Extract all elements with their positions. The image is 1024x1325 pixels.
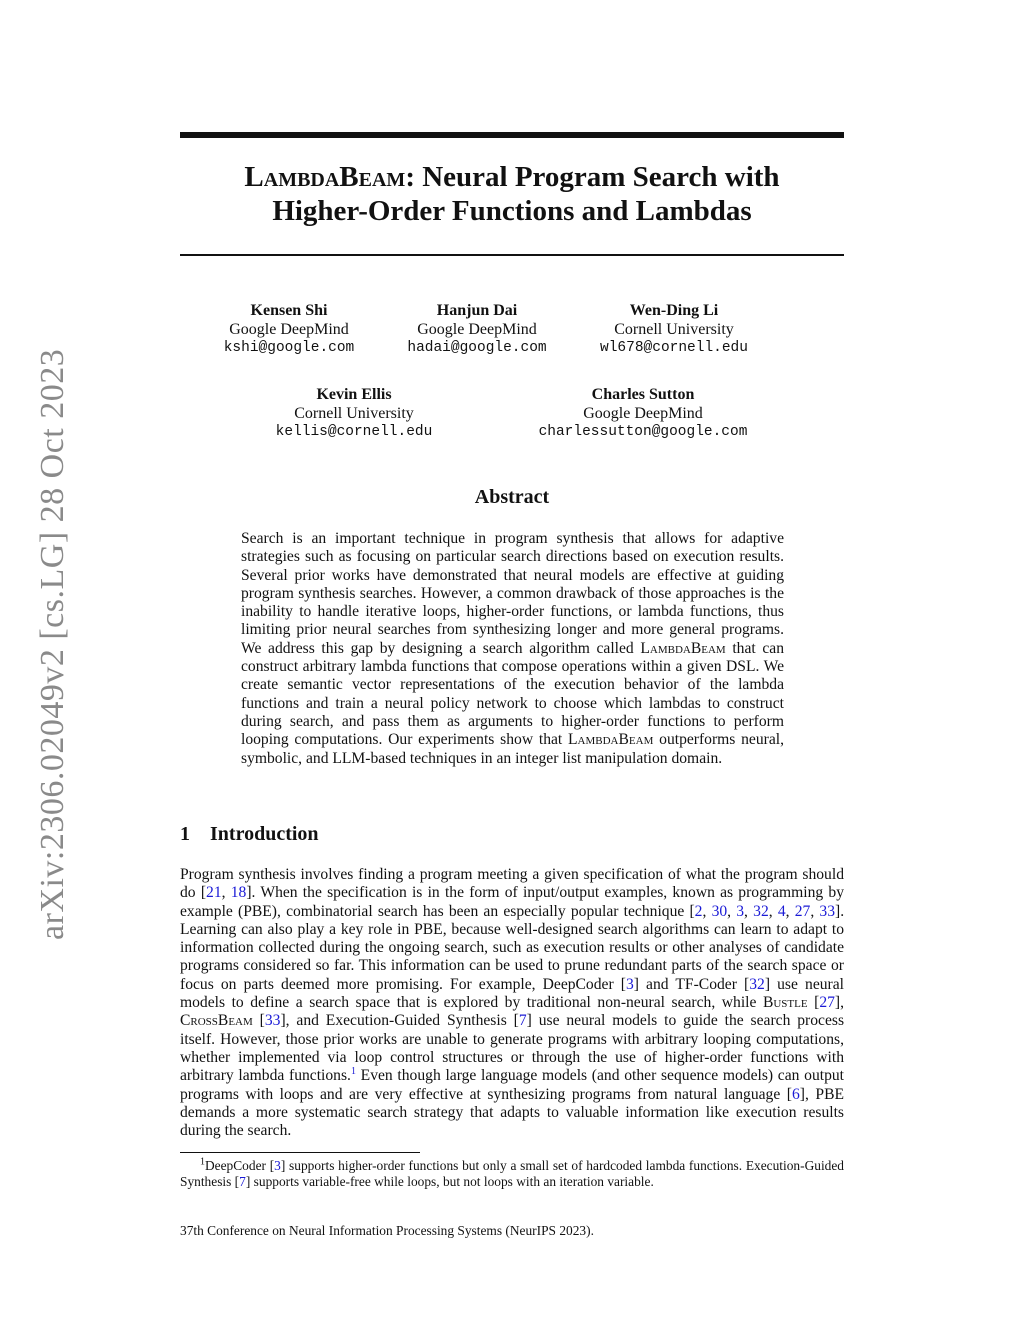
title-line2: Higher-Order Functions and Lambdas (272, 195, 752, 227)
section-heading (180, 823, 319, 846)
intro-text: [ (252, 1012, 265, 1030)
author-affiliation: Google DeepMind (229, 321, 349, 338)
footnote-text: ] supports higher-order functions but only a small set of hardcoded lambda functions. Execution-Guided Synthesis [ (180, 1158, 845, 1189)
intro-text: , (727, 902, 737, 920)
author-name: Kevin Ellis (316, 386, 392, 403)
system-name: Bustle (762, 994, 808, 1012)
intro-text: ]. Learning can also play a key role in PBE, because well-designed search algorithms can learn to adapt to information collected during the ongoing search, such as execution results or other analyses of candidate programs considered so far. This information can be used to prune redundant parts of the search space or focus on parts deemed more promising. For example, DeepCoder [ (180, 902, 845, 993)
author-email[interactable]: charlessutton@google.com (538, 424, 748, 440)
system-name: LambdaBeam (568, 731, 654, 749)
footnote-mark: 1 (200, 1156, 205, 1168)
intro-text: , (768, 902, 778, 920)
abstract-text: outperforms neural, symbolic, and LLM-based techniques in an integer list manipulation domain. (241, 731, 784, 767)
abstract-heading: Abstract (474, 486, 550, 508)
system-name: LambdaBeam (640, 639, 726, 657)
intro-text: ] use neural models to define a search space that is explored by traditional non-neural search, while (180, 975, 844, 1012)
footnote-marker[interactable]: 1 (350, 1066, 356, 1078)
citation-link[interactable]: 33 (264, 1012, 281, 1030)
citation-link[interactable]: 27 (794, 902, 811, 920)
intro-text: Even though large language models (and other sequence models) can output programs with loops and are very effective at synthesizing programs from natural language [ (180, 1067, 845, 1103)
title-bottom-rule (180, 254, 844, 256)
paper-title (180, 160, 844, 228)
system-name: CrossBeam (180, 1012, 253, 1030)
intro-text: ], (834, 994, 844, 1012)
intro-text: ]. When the specification is in the form of input/output examples, known as programming by example (PBE), combinatorial search has been an especially popular technique [ (180, 884, 845, 920)
citation-link[interactable]: 2 (694, 902, 703, 920)
author-affiliation: Google DeepMind (583, 405, 703, 422)
citation-link[interactable]: 27 (819, 994, 835, 1012)
author-block (189, 301, 389, 358)
intro-text: ], and Execution-Guided Synthesis [ (280, 1012, 519, 1030)
citation-link[interactable]: 32 (753, 902, 769, 920)
venue-footer: 37th Conference on Neural Information Processing Systems (NeurIPS 2023). (180, 1223, 594, 1238)
author-block (377, 301, 577, 358)
citation-link[interactable]: 33 (819, 902, 835, 920)
author-affiliation: Cornell University (294, 405, 414, 422)
intro-text: ], PBE demands a more systematic search strategy that adapts to valuable information like execution results during the search. (180, 1085, 844, 1140)
abstract-body (241, 530, 784, 768)
abstract-text: that can construct arbitrary lambda functions that compose operations within a given DSL. We create semantic vector representations of the execution behavior of the lambda functions and train a neural policy network to choose which lambdas to construct during search, and pass them as arguments to higher-order functions to perform looping computations. Our experiments show that (241, 639, 784, 749)
abstract-text: Search is an important technique in program synthesis that allows for adaptive strategies such as focusing on particular search directions based on execution results. Several prior works have demonstrated that neural models are effective at guiding program synthesis searches. However, a common drawback of those approaches is the inability to handle iterative loops, higher-order functions, or lambda functions, thus limiting prior neural searches from synthesizing longer and more general programs. We address this gap by designing a search algorithm called (241, 530, 784, 657)
author-email[interactable]: kshi@google.com (223, 340, 355, 356)
author-name: Kensen Shi (250, 302, 328, 319)
intro-text: , (785, 902, 795, 920)
author-affiliation: Cornell University (614, 321, 734, 338)
intro-text: , (702, 902, 712, 920)
citation-link[interactable]: 32 (749, 975, 765, 993)
title-top-rule (180, 132, 844, 138)
section-number: 1 (180, 823, 190, 845)
author-name: Hanjun Dai (436, 302, 518, 319)
citation-link[interactable]: 30 (711, 902, 728, 920)
author-email[interactable]: kellis@cornell.edu (275, 424, 433, 440)
intro-text: , (744, 902, 754, 920)
citation-link[interactable]: 7 (239, 1174, 246, 1189)
intro-text: , (221, 884, 231, 902)
intro-text: , (810, 902, 820, 920)
author-name: Charles Sutton (591, 386, 695, 403)
intro-text: ] and TF-Coder [ (633, 975, 750, 993)
footnote-text: ] supports variable-free while loops, but not loops with an iteration variable. (245, 1174, 654, 1189)
citation-link[interactable]: 18 (230, 884, 247, 902)
author-email[interactable]: hadai@google.com (407, 340, 547, 356)
author-block (254, 385, 454, 442)
citation-link[interactable]: 3 (625, 975, 634, 993)
title-line1: : Neural Program Search with (405, 161, 780, 193)
intro-text: [ (807, 994, 820, 1012)
citation-link[interactable]: 21 (206, 884, 222, 902)
author-block (523, 385, 763, 442)
footnote (180, 1158, 844, 1190)
author-name: Wen-Ding Li (629, 302, 719, 319)
citation-link[interactable]: 4 (777, 902, 786, 920)
author-block (564, 301, 784, 358)
citation-link[interactable]: 3 (274, 1158, 281, 1173)
intro-text: ] use neural models to guide the search process itself. However, those prior works are unable to generate programs with arbitrary looping computations, whether implemented via loop control structures or through the use of higher-order functions with arbitrary lambda functions. (180, 1012, 845, 1085)
title-system-name: LambdaBeam (244, 161, 406, 193)
section-title: Introduction (210, 823, 319, 845)
citation-link[interactable]: 7 (518, 1012, 527, 1030)
arxiv-identifier-stamp: arXiv:2306.02049v2 [cs.LG] 28 Oct 2023 (34, 348, 71, 940)
citation-link[interactable]: 3 (736, 902, 745, 920)
author-email[interactable]: wl678@cornell.edu (600, 340, 748, 356)
intro-paragraph (180, 866, 844, 1140)
footnote-text: DeepCoder [ (205, 1158, 275, 1173)
citation-link[interactable]: 6 (791, 1085, 800, 1103)
author-affiliation: Google DeepMind (417, 321, 537, 338)
footnote-rule (180, 1152, 420, 1153)
intro-text: Program synthesis involves finding a program meeting a given specification of what the program should do [ (180, 866, 844, 902)
